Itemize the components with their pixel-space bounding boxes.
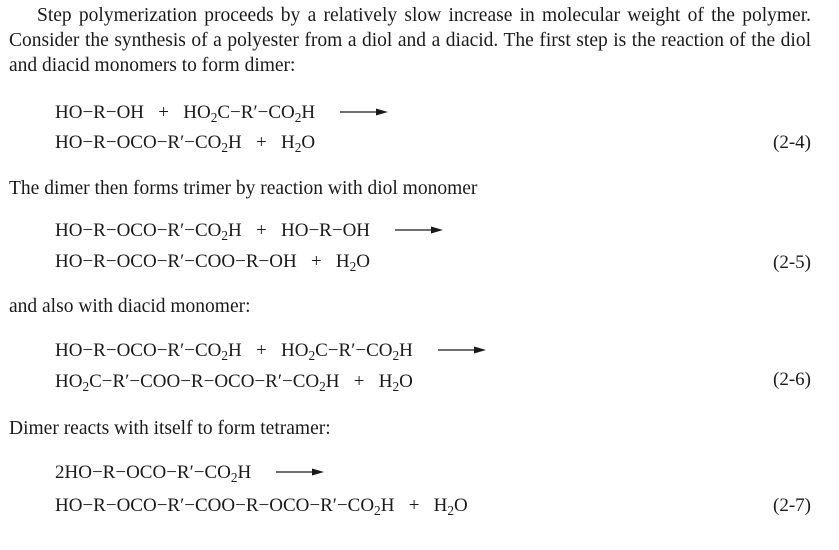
trimer-paragraph: The dimer then forms trimer by reaction with diol monomer bbox=[9, 178, 478, 199]
reaction-arrow-icon bbox=[395, 225, 443, 235]
reaction-arrow-icon bbox=[276, 467, 324, 477]
diacid-paragraph: and also with diacid monomer: bbox=[9, 296, 251, 317]
equation-2-6-line-2: $HO_2C-R'-COO-R-OCO-R'-CO_2H$ + $H_2O$ bbox=[55, 371, 413, 394]
equation-2-5-line-1: $HO-R-OCO-R'-CO_2H$ + HO−R−OH bbox=[55, 219, 443, 243]
equation-2-7-line-2: $HO-R-OCO-R'-COO-R-OCO-R'-CO_2H$ + $H_2O$ bbox=[55, 495, 468, 518]
equation-2-6-line-1: $HO-R-OCO-R'-CO_2H$ + $HO_2C-R'-CO_2H$ bbox=[55, 339, 486, 363]
reaction-arrow-icon bbox=[438, 345, 486, 355]
equation-number-2-6: (2-6) bbox=[773, 369, 811, 390]
tetramer-paragraph: Dimer reacts with itself to form tetramer: bbox=[9, 418, 331, 439]
intro-paragraph: Step polymerization proceeds by a relatively slow increase in molecular weight of the polymer. Consider the synthesis of a polyester from a diol and a diacid. The first step is the reaction of the diol and diacid monomers to form dimer: bbox=[9, 5, 811, 76]
equation-number-2-4: (2-4) bbox=[773, 132, 811, 153]
equation-number-2-5: (2-5) bbox=[773, 252, 811, 273]
equation-2-7-line-1: $2HO-R-OCO-R'-CO_2H$ bbox=[55, 461, 324, 485]
equation-2-4-line-2: $HO-R-OCO-R'-CO_2H$ + $H_2O$ bbox=[55, 132, 316, 155]
equation-number-2-7: (2-7) bbox=[773, 495, 811, 516]
equation-2-5-line-2: HO−R−OCO−R′−COO−R−OH + $H_2O$ bbox=[55, 251, 371, 274]
reaction-arrow-icon bbox=[340, 107, 388, 117]
equation-2-4-line-1: HO−R−OH + $HO_2C-R'-CO_2H$ bbox=[55, 101, 388, 125]
